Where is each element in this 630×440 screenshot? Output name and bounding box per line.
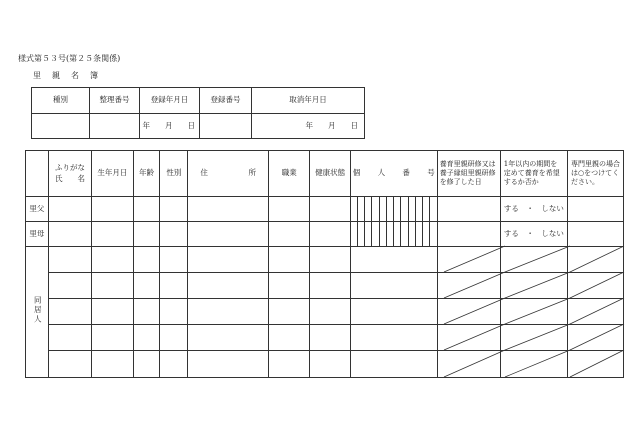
diagonal-line [570, 298, 624, 324]
header-mynumber-3: 番 [402, 168, 410, 178]
choice-within-year[interactable]: する ・ しない [500, 197, 567, 222]
diagonal-line [570, 246, 624, 272]
header-mynumber-4: 号 [427, 168, 435, 178]
header-registration-number: 登録番号 [200, 88, 252, 114]
header-reference-number: 整理番号 [90, 88, 140, 114]
diagonal-line [570, 272, 624, 298]
cell-cancellation-date[interactable]: 年 月 日 [252, 114, 365, 139]
header-specialist: 専門里親の場合は○をつけてください。 [568, 151, 624, 197]
diagonal-line [444, 272, 505, 298]
row-label-foster-mother: 里母 [26, 222, 49, 247]
header-address-2: 所 [248, 168, 257, 178]
header-cancellation-date: 取消年月日 [252, 88, 365, 114]
cohabitant-label: 同居人 [33, 296, 43, 325]
header-within-year: 1年以内の期間を定めて養育を希望するか否か [500, 151, 567, 197]
cell-registration-date[interactable]: 年 月 日 [140, 114, 200, 139]
header-address-1: 住 [200, 168, 208, 178]
form-number: 様式第５３号(第２５条関係) [18, 54, 121, 63]
diagonal-line [505, 298, 570, 324]
header-type: 種別 [32, 88, 90, 114]
form-title: 里 親 名 簿 [33, 71, 100, 80]
header-mynumber-1: 個 [352, 168, 361, 178]
row-label-foster-father: 里父 [26, 197, 49, 222]
diagonal-line [505, 350, 570, 377]
choice-within-year[interactable]: する ・ しない [500, 222, 567, 247]
diagonal-line [505, 324, 570, 350]
header-health: 健康状態 [310, 151, 350, 197]
diagonal-line [444, 246, 505, 272]
header-age: 年齢 [133, 151, 160, 197]
header-mynumber-2: 人 [377, 168, 386, 178]
header-full-name: 氏 名 [54, 173, 85, 183]
header-registration-date: 登録年月日 [140, 88, 200, 114]
diagonal-line [570, 350, 624, 377]
diagonal-line [505, 246, 570, 272]
diagonal-line [570, 324, 624, 350]
diagonal-line [444, 298, 505, 324]
header-occupation: 職業 [269, 151, 310, 197]
diagonal-line [444, 350, 505, 377]
header-training-date: 養育里親研修又は養子縁組里親研修を修了した日 [437, 151, 500, 197]
header-sex: 性別 [160, 151, 188, 197]
diagonal-line [505, 272, 570, 298]
header-birthdate: 生年月日 [92, 151, 133, 197]
diagonal-line [444, 324, 505, 350]
header-furigana: ふりがな [54, 162, 85, 172]
